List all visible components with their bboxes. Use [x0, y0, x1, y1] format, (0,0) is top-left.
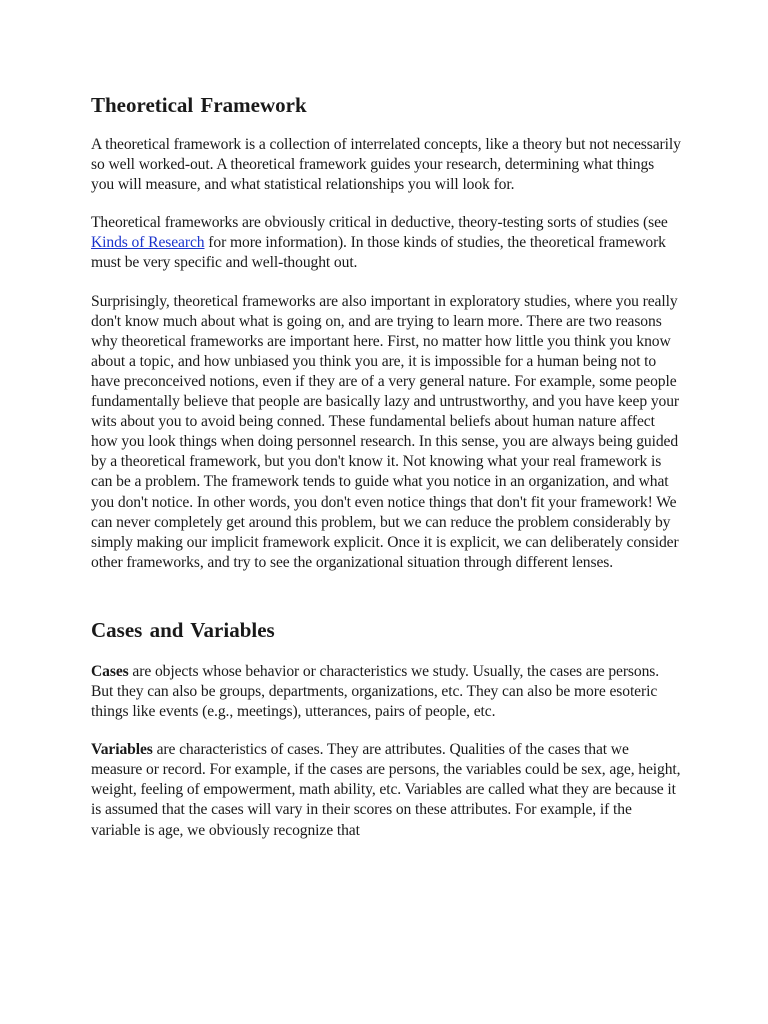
kinds-of-research-link[interactable]: Kinds of Research [91, 234, 205, 252]
paragraph-text: are characteristics of cases. They are attributes. Qualities of the cases that we measure or record. For example, if the cases are persons, the variables could be sex, age, height, weight, feeling of empowerment, math ability, etc. Variables are called what they are because it is assumed that the cases will vary in their scores on these attributes. For example, if the variable is age, we obviously recognize that [91, 741, 681, 839]
paragraph-text: Theoretical frameworks are obviously critical in deductive, theory-testing sorts of studies (see [91, 214, 668, 232]
term-variables: Variables [91, 741, 153, 759]
paragraph-exploratory-studies: Surprisingly, theoretical frameworks are also important in exploratory studies, where you really don't know much about what is going on, and are trying to learn more. There are two reasons why theoretical frameworks are important here. First, no matter how little you think you know about a topic, and how unbiased you think you are, it is impossible for a human being not to have preconceived notions, even if they are of a very general nature. For example, some people fundamentally believe that people are basically lazy and untrustworthy, and you have keep your wits about you to avoid being conned. These fundamental beliefs about human nature affect how you look things when doing personnel research. In this sense, you are always being guided by a theoretical framework, but you don't know it. Not knowing what your real framework is can be a problem. The framework tends to guide what you notice in an organization, and what you don't notice. In other words, you don't even notice things that don't fit your framework! We can never completely get around this problem, but we can reduce the problem considerably by simply making our implicit framework explicit. Once it is explicit, we can deliberately consider other frameworks, and try to see the organizational situation through different lenses. [91, 292, 680, 571]
paragraph-deductive-studies [91, 213, 681, 273]
section-heading-theoretical-framework: Theoretical Framework [91, 93, 307, 117]
section-heading-cases-and-variables: Cases and Variables [91, 617, 275, 642]
paragraph-variables [91, 740, 681, 840]
document-page [91, 92, 681, 859]
paragraph-definition: A theoretical framework is a collection of interrelated concepts, like a theory but not necessarily so well worked-out. A theoretical framework guides your research, determining what things you will measure, and what statistical relationships you will look for. [91, 136, 681, 194]
paragraph-cases [91, 662, 681, 722]
paragraph-text: for more information). In those kinds of studies, the theoretical framework must be very specific and well-thought out. [91, 234, 666, 272]
term-cases: Cases [91, 662, 129, 680]
paragraph-text: are objects whose behavior or characteristics we study. Usually, the cases are persons. But they can also be groups, departments, organizations, etc. They can also be more esoteric things like events (e.g., meetings), utterances, pairs of people, etc. [91, 662, 660, 721]
